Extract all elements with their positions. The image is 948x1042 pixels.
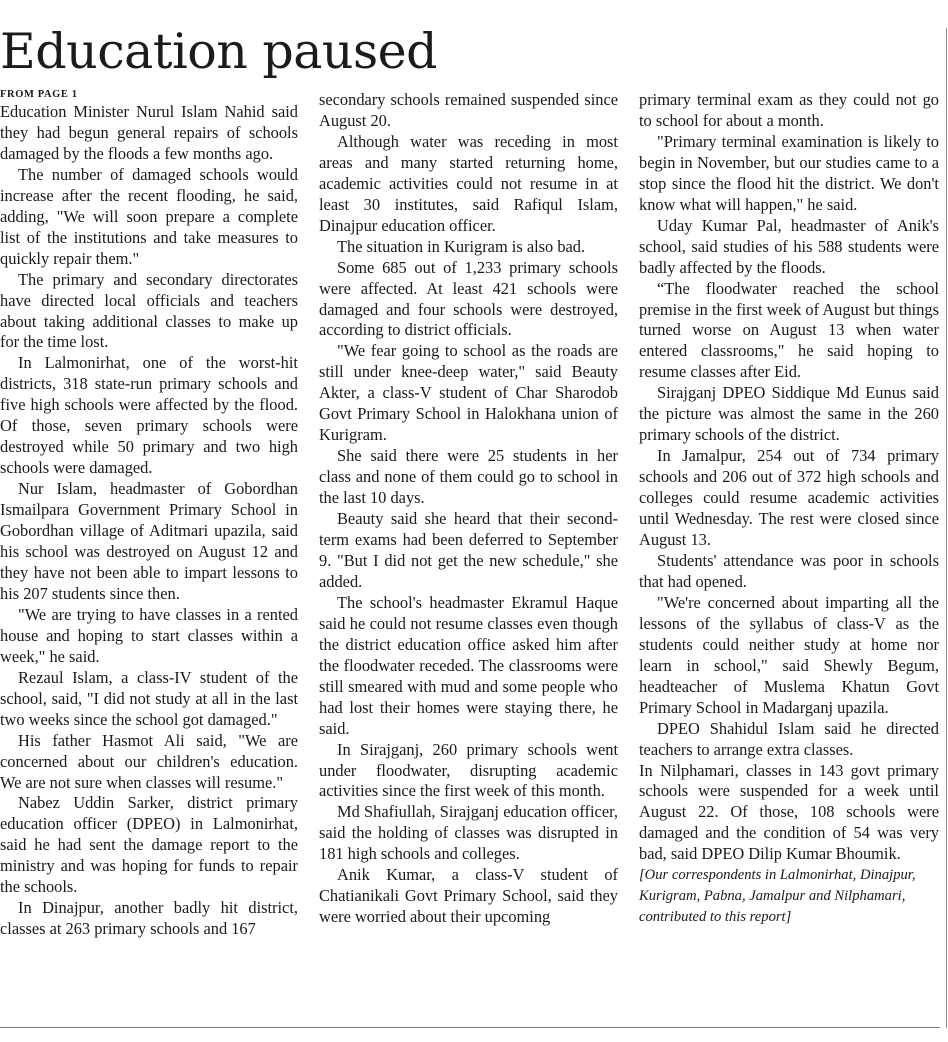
paragraph: Nabez Uddin Sarker, district primary education officer (DPEO) in Lalmonirhat, said he had sent the damage report to the ministry and was hoping for funds to repair the schools. — [0, 793, 298, 897]
paragraph: Rezaul Islam, a class-IV student of the school, said, "I did not study at all in the last two weeks since the school got damaged." — [0, 667, 298, 729]
paragraph: Sirajganj DPEO Siddique Md Eunus said the picture was almost the same in the 260 primary schools of the district. — [639, 383, 939, 445]
paragraph: Beauty said she heard that their second-term exams had been deferred to September 9. "But I did not get the new schedule," she added. — [319, 509, 618, 591]
paragraph: "We're concerned about imparting all the lessons of the syllabus of class-V as the students could neither study at home nor learn in school," said Shewly Begum, headteacher of Muslema Khatun Govt Primary School in Madarganj upazila. — [639, 592, 939, 717]
paragraph: Students' attendance was poor in schools that had opened. — [639, 550, 939, 591]
bottom-rule — [0, 1027, 940, 1028]
headline: Education paused — [0, 23, 437, 80]
article-column-2 — [319, 90, 618, 928]
paragraph: The school's headmaster Ekramul Haque said he could not resume classes even though the district education office asked him after the floodwater receded. The classrooms were still smeared with mud and some people who had lost their homes were staying there, he said. — [319, 592, 618, 738]
paragraph: “The floodwater reached the school premise in the first week of August but things turned worse on August 13 when water entered classrooms," he said hoping to resume classes after Eid. — [639, 278, 939, 382]
paragraph: His father Hasmot Ali said, "We are concerned about our children's education. We are not sure when classes will resume." — [0, 730, 298, 792]
paragraph: In Dinajpur, another badly hit district, classes at 263 primary schools and 167 — [0, 898, 298, 939]
paragraph: In Nilphamari, classes in 143 govt primary schools were suspended for a week until August 22. Of those, 108 schools were damaged and the condition of 54 was very bad, said DPEO Dilip Kumar Bhoumik. — [639, 760, 939, 864]
paragraph: Education Minister Nurul Islam Nahid said they had begun general repairs of schools damaged by the floods a few months ago. — [0, 102, 298, 163]
paragraph: The number of damaged schools would increase after the recent flooding, he said, adding, "We will soon prepare a complete list of the institutions and take measures to quickly repair them." — [0, 164, 298, 268]
paragraph: "We fear going to school as the roads are still under knee-deep water," said Beauty Akter, a class-V student of Char Sharodob Govt Primary School in Halokhana union of Kurigram. — [319, 341, 618, 445]
paragraph: In Jamalpur, 254 out of 734 primary schools and 206 out of 372 high schools and colleges could resume academic activities until Wednesday. The rest were closed since August 13. — [639, 446, 939, 550]
paragraph: The situation in Kurigram is also bad. — [337, 236, 586, 256]
paragraph: Some 685 out of 1,233 primary schools were affected. At least 421 schools were damaged and four schools were destroyed, according to district officials. — [319, 257, 618, 340]
paragraph: primary terminal exam as they could not go to school for about a month. — [639, 90, 939, 130]
paragraph: In Lalmonirhat, one of the worst-hit districts, 318 state-run primary schools and five high schools were affected by the flood. Of those, seven primary schools were destroyed while 50 primary and two high schools were damaged. — [0, 353, 298, 478]
paragraph: "We are trying to have classes in a rented house and hoping to start classes within a week," he said. — [0, 604, 298, 666]
paragraph: She said there were 25 students in her class and none of them could go to school in the last 10 days. — [319, 446, 618, 508]
from-page-kicker: FROM PAGE 1 — [0, 89, 78, 100]
paragraph: DPEO Shahidul Islam said he directed teachers to arrange extra classes. — [639, 718, 939, 759]
article-column-3 — [639, 90, 939, 928]
article-column-1 — [0, 88, 298, 940]
paragraph: The primary and secondary directorates have directed local officials and teachers about taking additional classes to make up for the time lost. — [0, 269, 298, 352]
paragraph: Although water was receding in most areas and many started returning home, academic activities could not resume in at least 30 institutes, said Rafiqul Islam, Dinajpur education officer. — [319, 131, 618, 235]
paragraph: Nur Islam, headmaster of Gobordhan Ismailpara Government Primary School in Gobordhan village of Aditmari upazila, said his school was destroyed on August 12 and they have not been able to impart lessons to his 207 students since then. — [0, 479, 298, 603]
paragraph: Md Shafiullah, Sirajganj education officer, said the holding of classes was disrupted in 181 high schools and colleges. — [319, 802, 618, 864]
contributor-credit: [Our correspondents in Lalmonirhat, Dinajpur, Kurigram, Pabna, Jamalpur and Nilphamari, contributed to this report] — [639, 867, 916, 926]
paragraph: "Primary terminal examination is likely to begin in November, but our studies came to a stop since the flood hit the district. We don't know what will happen," he said. — [639, 131, 939, 214]
column-rule-right — [946, 28, 947, 1028]
paragraph: secondary schools remained suspended since August 20. — [319, 90, 618, 130]
paragraph: Uday Kumar Pal, headmaster of Anik's school, said studies of his 588 students were badly affected by the floods. — [639, 215, 939, 277]
paragraph: In Sirajganj, 260 primary schools went under floodwater, disrupting academic activities since the first week of this month. — [319, 739, 618, 801]
paragraph: Anik Kumar, a class-V student of Chatianikali Govt Primary School, said they were worried about their upcoming — [319, 865, 618, 927]
